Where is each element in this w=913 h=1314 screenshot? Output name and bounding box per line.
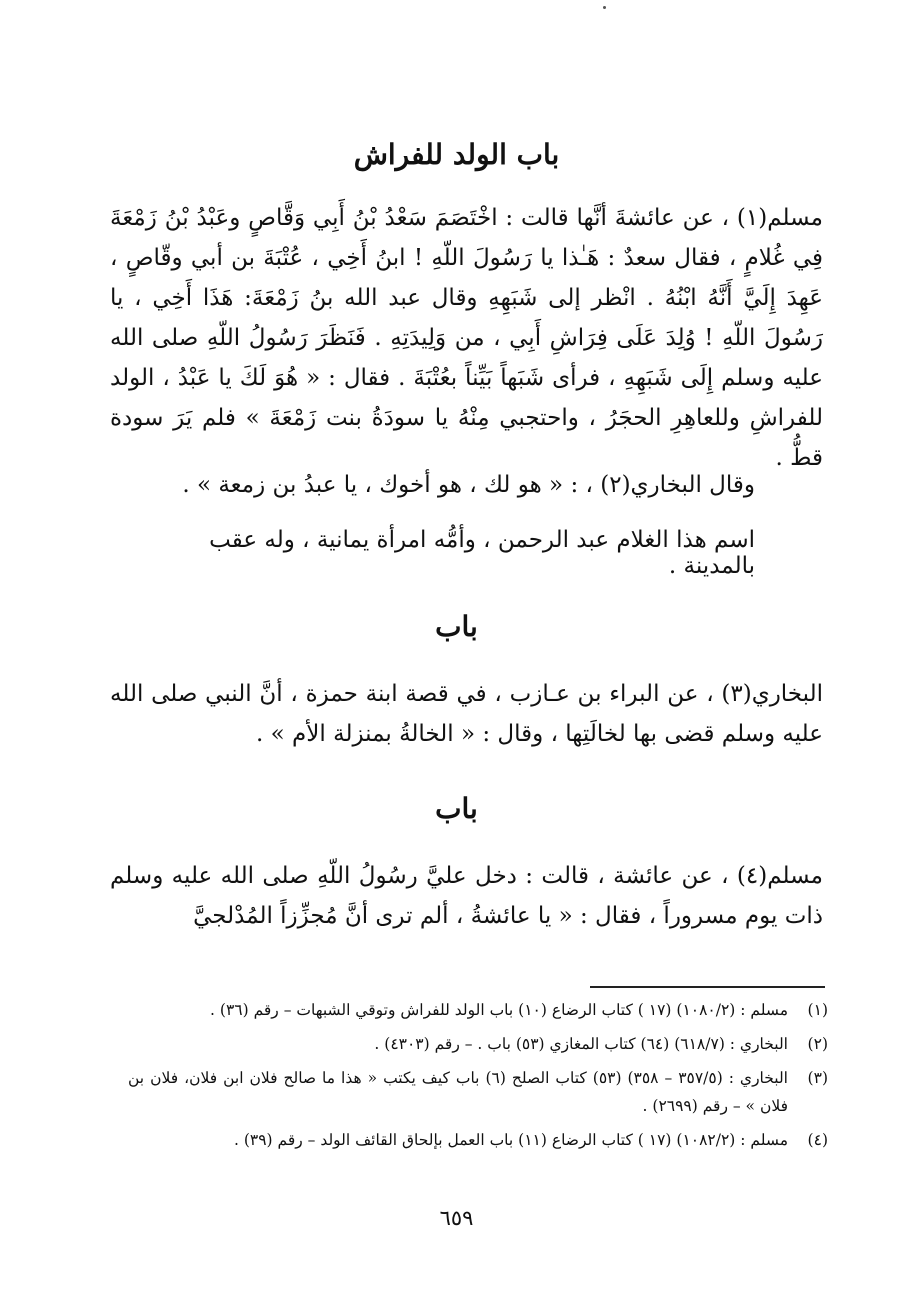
scan-speck xyxy=(603,6,606,9)
bukhari-line: وقال البخاري(٢) ، : « هو لك ، هو أخوك ، يا عبدُ بن زمعة » . xyxy=(182,472,755,498)
footnotes xyxy=(128,996,828,1154)
section-2-paragraph: البخاري(٣) ، عن البراء بن عـازب ، في قصة ابنة حمزة ، أنَّ النبي صلى الله عليه وسلم قضى بها لخالَتِها ، وقال : « الخالةُ بمنزلة الأم » . xyxy=(110,681,823,747)
footnote-number: (٣) xyxy=(807,1069,828,1087)
section-title-2: باب xyxy=(435,610,478,643)
footnote-4 xyxy=(128,1126,828,1154)
footnote-number: (٢) xyxy=(807,1035,828,1053)
footnote-text: مسلم : (١٠٨٢/٢) (١٧ ) كتاب الرضاع (١١) باب العمل بإلحاق القائف الولد – رقم (٣٩) . xyxy=(233,1131,788,1149)
section-title-1: باب الولد للفراش xyxy=(353,138,560,171)
note-line: اسم هذا الغلام عبد الرحمن ، وأمُّه امرأة يمانية ، وله عقب بالمدينة . xyxy=(209,527,755,579)
footnote-number: (١) xyxy=(807,1001,828,1019)
section-title-3: باب xyxy=(435,792,478,825)
footnote-text: البخاري : (٦١٨/٧) (٦٤) كتاب المغازي (٥٣) باب . – رقم (٤٣٠٣) . xyxy=(374,1035,788,1053)
section-1-paragraph: مسلم(١) ، عن عائشةَ أنَّها قالت : اخْتَصَمَ سَعْدُ بْنُ أَبِي وَقَّاصٍ وعَبْدُ بْنُ زَمْعَةَ فِي غُلامٍ ، فقال سعدٌ : هَـٰذا يا رَسُولَ اللّهِ ! ابنُ أَخِي ، عُتْبَةَ بن أبي وقّاصٍ ، عَهِدَ إِلَيَّ أَنَّهُ ابْنُهُ . انْظر إلى شَبَهِهِ وقال عبد الله بنُ زَمْعَةَ: هَذَا أَخِي ، يا رَسُولَ اللّهِ ! وُلِدَ عَلَى فِرَاشِ أَبِي ، من وَلِيدَتِهِ . فَنَظَرَ رَسُولُ اللّهِ صلى الله عليه وسلم إِلَى شَبَهِهِ ، فرأى شَبَهاً بَيِّناً بعُتْبَةَ . فقال : « هُوَ لَكَ يا عَبْدُ ، الولد للفراشِ وللعاهِرِ الحجَرُ ، واحتجبي مِنْهُ يا سودَةُ بنت زَمْعَةَ » فلم يَرَ سودة قطُّ . xyxy=(110,205,823,471)
footnote-number: (٤) xyxy=(807,1131,828,1149)
footnote-2 xyxy=(128,1030,828,1058)
section-3-paragraph: مسلم(٤) ، عن عائشة ، قالت : دخل عليَّ رسُولُ اللّهِ صلى الله عليه وسلم ذات يوم مسروراً ، فقال : « يا عائشةُ ، ألم ترى أنَّ مُجزِّزاً المُدْلجيَّ xyxy=(110,863,823,929)
footnote-text: البخاري : (٣٥٧/٥ – ٣٥٨) (٥٣) كتاب الصلح (٦) باب كيف يكتب « هذا ما صالح فلان ابن فلان، فلان بن فلان » – رقم (٢٦٩٩) . xyxy=(128,1069,788,1115)
footnote-1 xyxy=(128,996,828,1024)
page-number: ٦٥٩ xyxy=(439,1206,474,1230)
footnote-3 xyxy=(128,1064,828,1120)
footnote-separator xyxy=(590,986,825,988)
footnote-text: مسلم : (١٠٨٠/٢) (١٧ ) كتاب الرضاع (١٠) باب الولد للفراش وتوقي الشبهات – رقم (٣٦) . xyxy=(210,1001,788,1019)
